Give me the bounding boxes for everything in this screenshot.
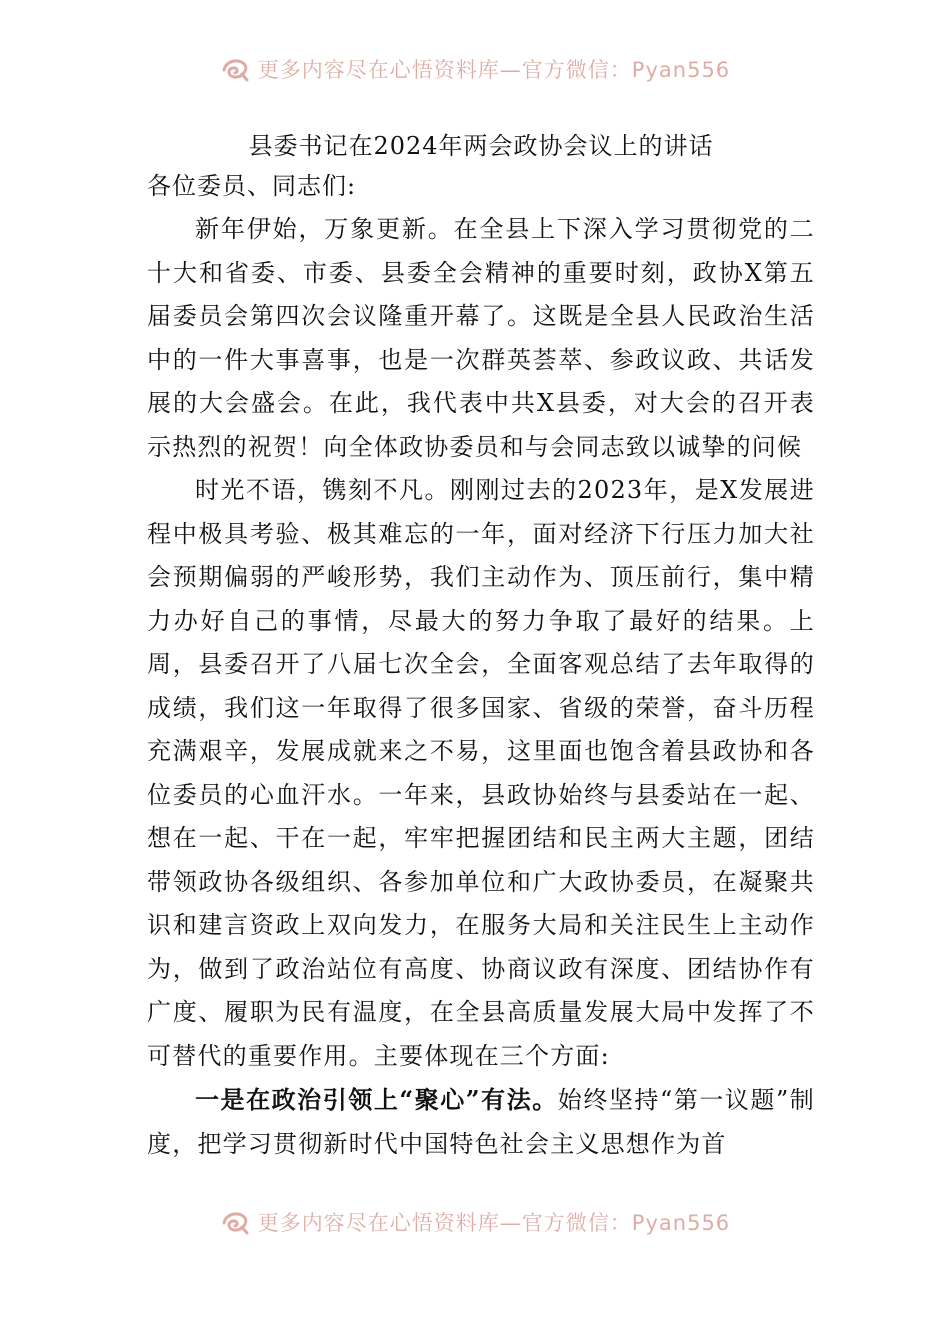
paragraph: [147, 469, 815, 1078]
paragraph-text: 始终坚持“第一议题”制度，把学习贯彻新时代中国特色社会主义思想作为首: [147, 1086, 815, 1158]
paragraph: [147, 1078, 815, 1166]
watermark-text: 更多内容尽在心悟资料库—官方微信：Pyan556: [257, 1211, 731, 1235]
paragraph-text: 时光不语，镌刻不凡。刚刚过去的2023年，是X发展进程中极具考验、极其难忘的一年，面对经济下行压力加大社会预期偏弱的严峻形势，我们主动作为、顶压前行，集中精力办好自己的事情，尽最大的努力争取了最好的结果。上周，县委召开了八届七次全会，全面客观总结了去年取得的成绩，我们这一年取得了很多国家、省级的荣誉，奋斗历程充满艰辛，发展成就来之不易，这里面也饱含着县政协和各位委员的心血汗水。一年来，县政协始终与县委站在一起、想在一起、干在一起，牢牢把握团结和民主两大主题，团结带领政协各级组织、各参加单位和广大政协委员，在凝聚共识和建言资政上双向发力，在服务大局和关注民生上主动作为，做到了政治站位有高度、协商议政有深度、团结协作有广度、履职为民有温度，在全县高质量发展大局中发挥了不可替代的重要作用。主要体现在三个方面:: [147, 476, 815, 1070]
document-title: 县委书记在2024年两会政协会议上的讲话: [248, 132, 714, 160]
paragraph-text: 新年伊始，万象更新。在全县上下深入学习贯彻党的二十大和省委、市委、县委全会精神的重要时刻，政协X第五届委员会第四次会议隆重开幕了。这既是全县人民政治生活中的一件大事喜事，也是一次群英荟萃、参政议政、共话发展的大会盛会。在此，我代表中共X县委，对大会的召开表示热烈的祝贺！向全体政协委员和与会同志致以诚挚的问候: [147, 215, 815, 461]
footer-watermark: [0, 1205, 950, 1239]
watermark-text: 更多内容尽在心悟资料库—官方微信：Pyan556: [257, 58, 731, 82]
brand-swirl-icon: [220, 1209, 250, 1235]
brand-swirl-icon: [220, 56, 250, 82]
salutation: 各位委员、同志们:: [147, 172, 357, 200]
paragraph: [147, 208, 815, 469]
header-watermark: [0, 52, 950, 86]
document-body: [147, 126, 815, 1186]
paragraph-lead: 一是在政治引领上“聚心”有法。: [195, 1085, 558, 1114]
